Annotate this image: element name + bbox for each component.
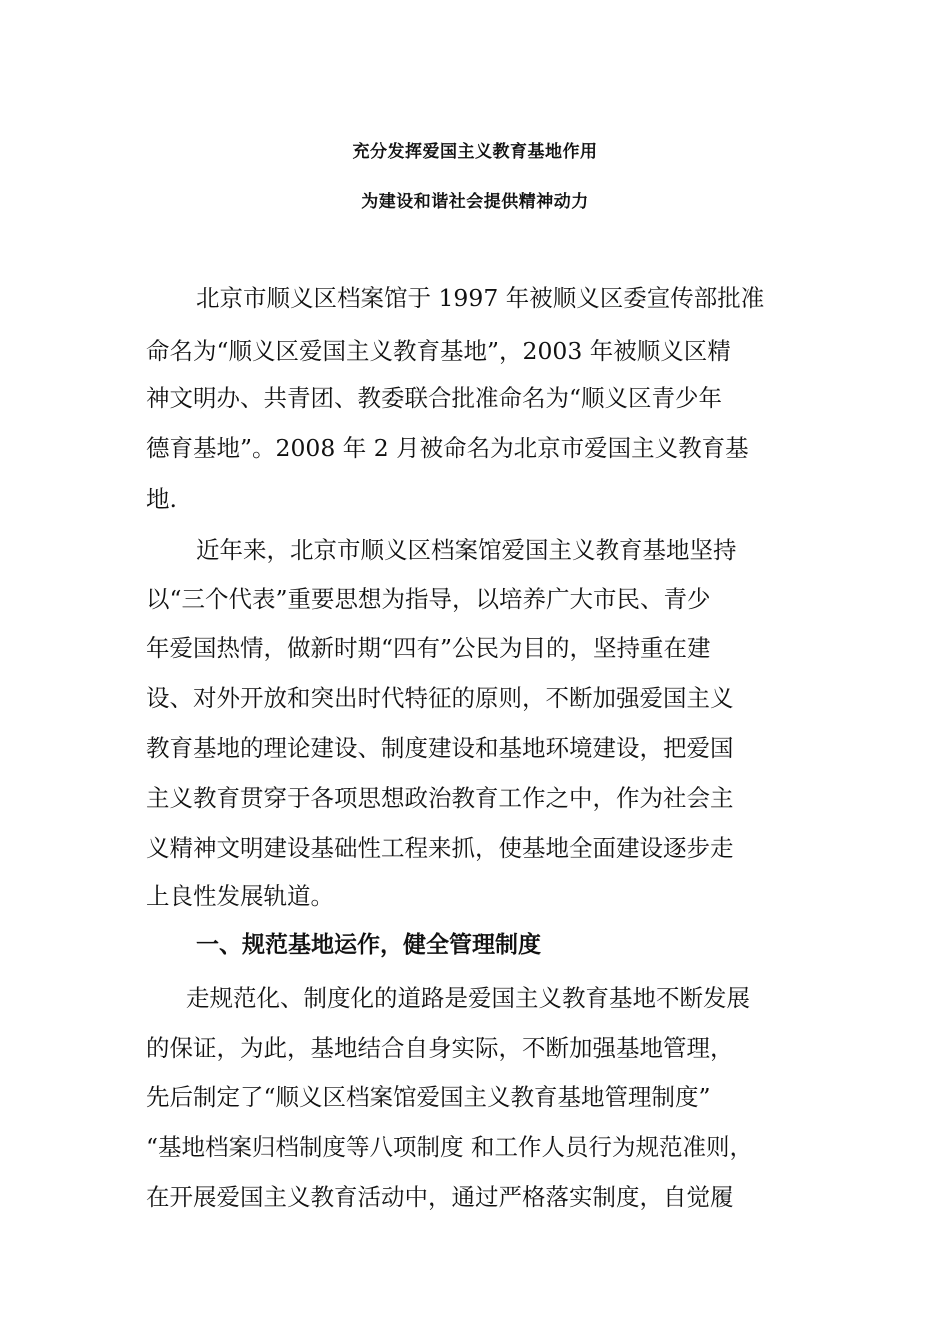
- body-line: 地.: [146, 485, 177, 513]
- body-line: 德育基地”。2008 年 2 月被命名为北京市爱国主义教育基: [146, 434, 749, 462]
- body-line: 走规范化、制度化的道路是爱国主义教育基地不断发展: [186, 984, 750, 1012]
- body-line: 先后制定了“顺义区档案馆爱国主义教育基地管理制度”: [146, 1083, 711, 1111]
- body-line: 的保证，为此，基地结合自身实际，不断加强基地管理，: [146, 1034, 734, 1062]
- body-line: 近年来，北京市顺义区档案馆爱国主义教育基地坚持: [196, 536, 737, 564]
- document-title-line-2: 为建设和谐社会提供精神动力: [361, 192, 589, 212]
- body-line: 年爱国热情，做新时期“四有”公民为目的，坚持重在建: [146, 634, 711, 662]
- body-line: 命名为“顺义区爱国主义教育基地”，2003 年被顺义区精: [146, 337, 731, 365]
- body-line: 设、对外开放和突出时代特征的原则，不断加强爱国主义: [146, 684, 734, 712]
- body-line: 神文明办、共青团、教委联合批准命名为“顺义区青少年: [146, 384, 723, 412]
- body-line: 北京市顺义区档案馆于 1997 年被顺义区委宣传部批准: [196, 284, 765, 312]
- section-heading: 一、规范基地运作，健全管理制度: [196, 932, 541, 958]
- body-line: 义精神文明建设基础性工程来抓，使基地全面建设逐步走: [146, 834, 734, 862]
- document-title-line-1: 充分发挥爱国主义教育基地作用: [352, 142, 598, 162]
- body-line: 在开展爱国主义教育活动中，通过严格落实制度，自觉履: [146, 1183, 734, 1211]
- body-line: 以“三个代表”重要思想为指导，以培养广大市民、青少: [146, 585, 711, 613]
- body-line: 教育基地的理论建设、制度建设和基地环境建设，把爱国: [146, 734, 734, 762]
- body-line: 主义教育贯穿于各项思想政治教育工作之中，作为社会主: [146, 784, 734, 812]
- body-line: “基地档案归档制度等八项制度 和工作人员行为规范准则，: [146, 1133, 753, 1161]
- body-line: 上良性发展轨道。: [146, 882, 334, 910]
